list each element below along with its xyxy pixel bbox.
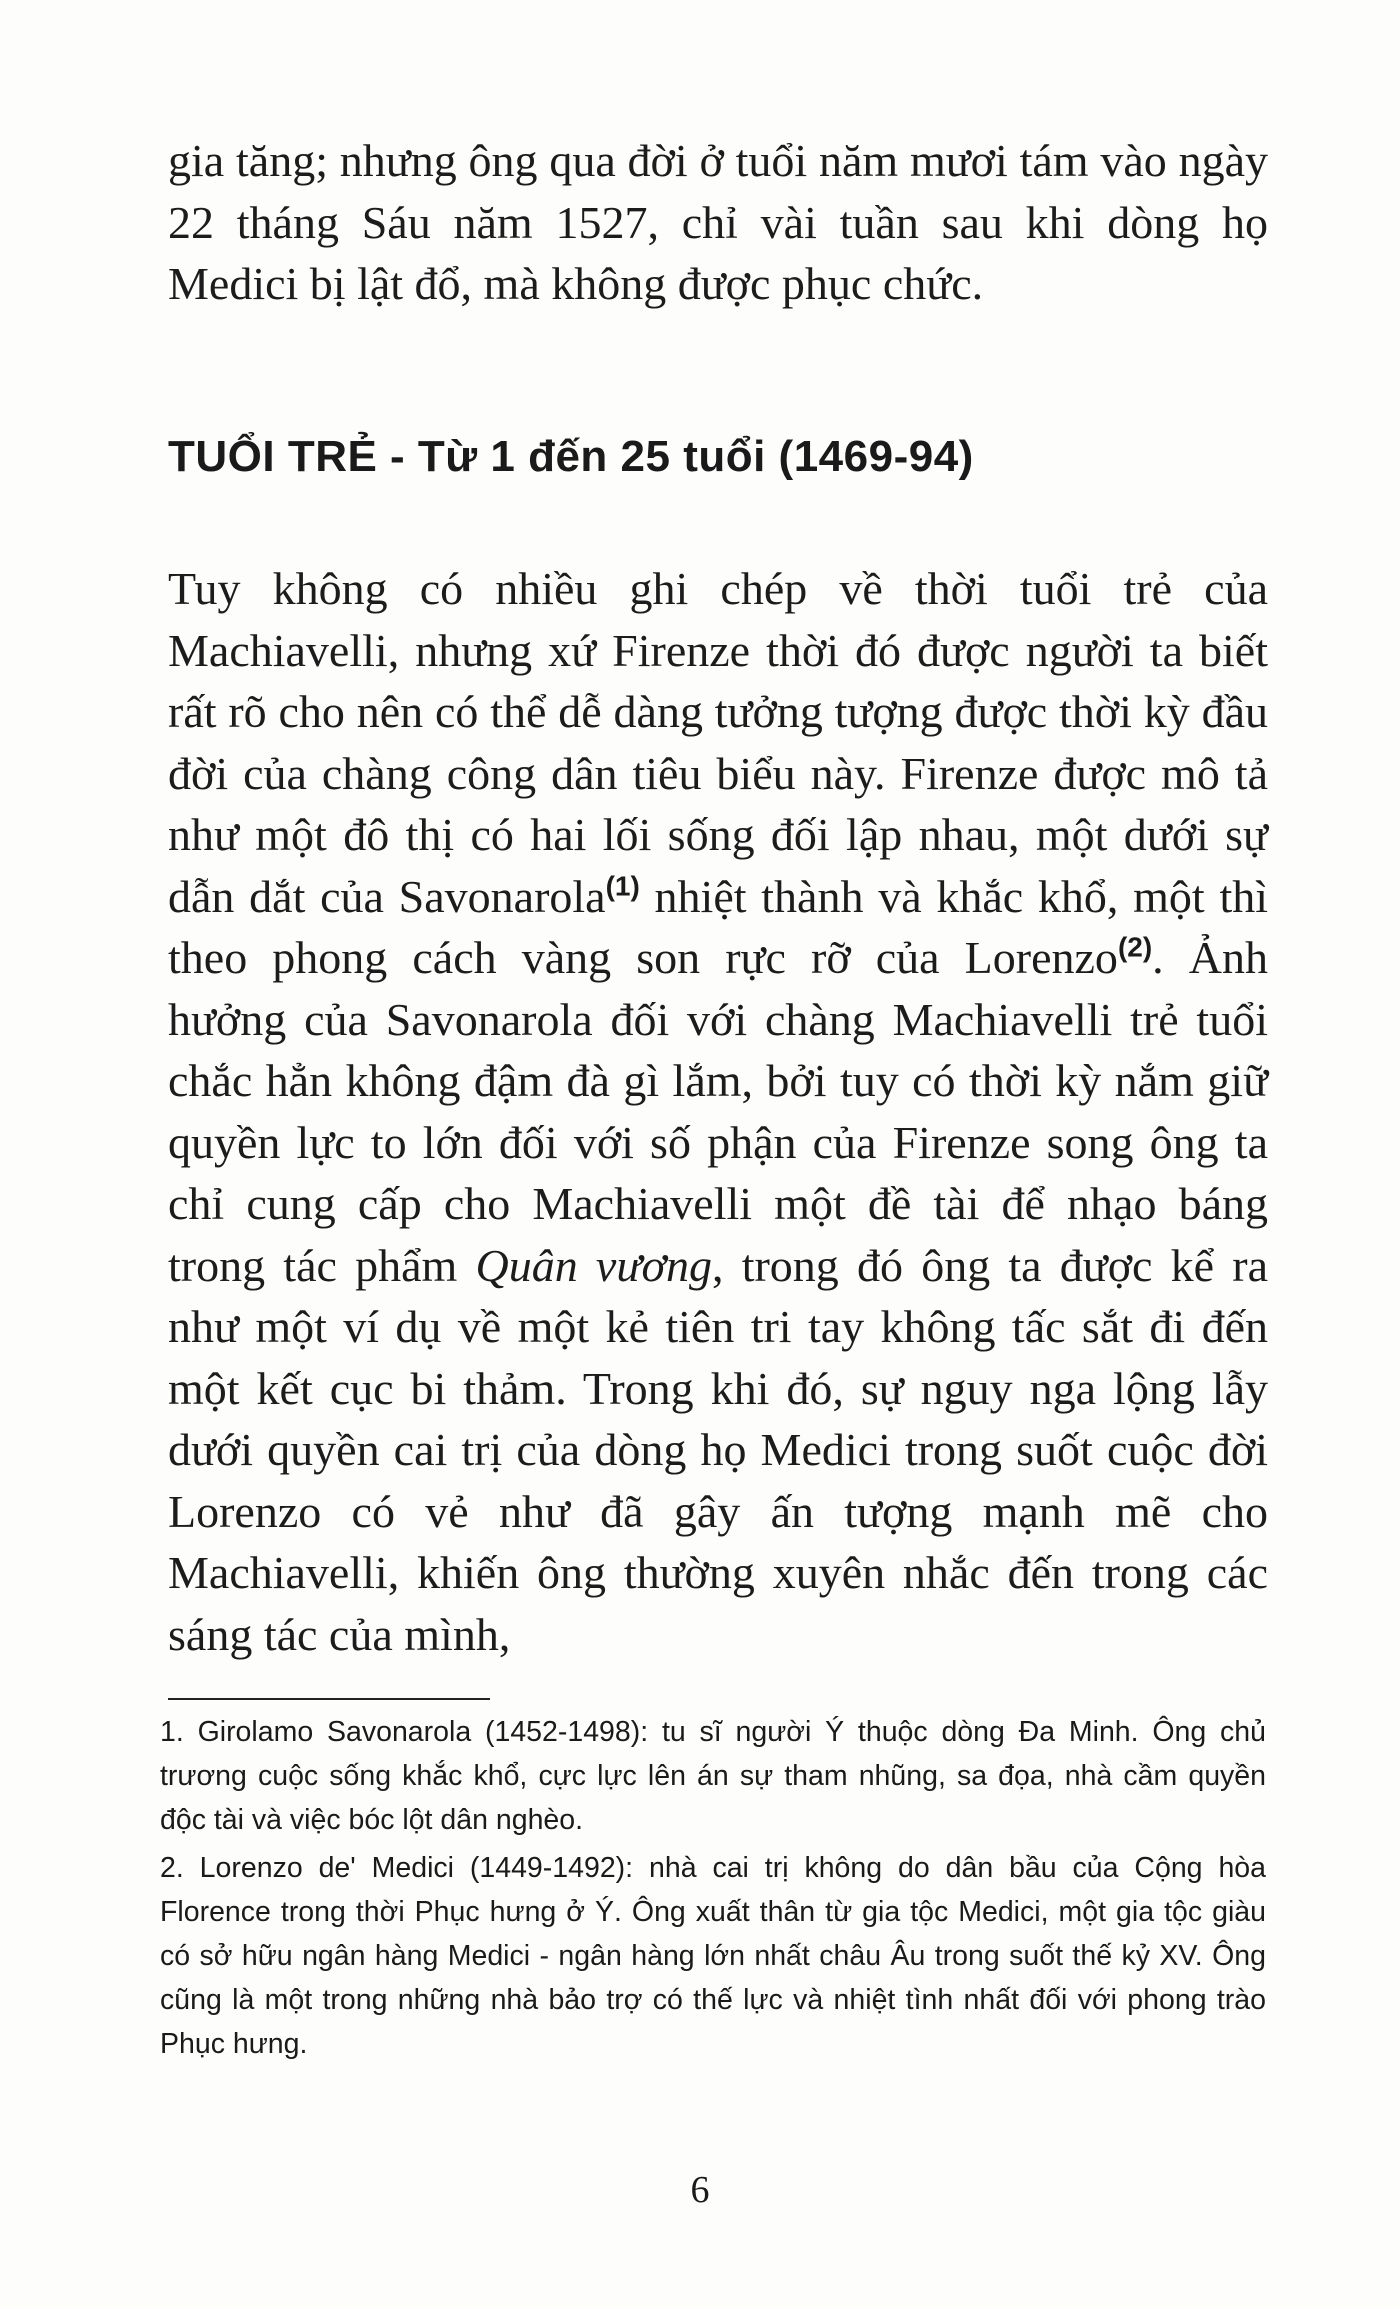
section-heading: TUỔI TRẺ - Từ 1 đến 25 tuổi (1469-94) — [168, 432, 974, 481]
footnote-divider — [168, 1698, 490, 1700]
footnotes — [160, 1710, 1266, 2070]
footnote-reference-2: (2) — [1117, 931, 1153, 963]
body-text-segment: Tuy không có nhiều ghi chép về thời tuổi trẻ của Machiavelli, nhưng xứ Firenze thời đó được người ta biết rất rõ cho nên có thể dễ dàng tưởng tượng được thời kỳ đầu đời của chàng công dân tiêu biểu này. Firenze được mô tả như một đô thị có hai lối sống đối lập nhau, một dưới sự dẫn dắt của Savonarola — [168, 563, 1268, 922]
body-text-segment: . Ảnh hưởng của Savonarola đối với chàng Machiavelli trẻ tuổi chắc hẳn không đậm đà gì lắm, bởi tuy có thời kỳ nắm giữ quyền lực to lớn đối với số phận của Firenze song ông ta chỉ cung cấp cho Machiavelli một đề tài để nhạo báng trong tác phẩm — [168, 932, 1268, 1291]
body-text-segment: nhiệt thành và khắc khổ, một thì theo phong cách vàng son rực rỡ của Lorenzo — [168, 870, 1269, 983]
page-number: 6 — [690, 2169, 710, 2211]
footnote-reference-1: (1) — [605, 870, 640, 902]
body-paragraph — [168, 558, 1268, 1665]
book-title-italic: Quân vương — [475, 1239, 712, 1291]
intro-paragraph: gia tăng; nhưng ông qua đời ở tuổi năm mươi tám vào ngày 22 tháng Sáu năm 1527, chỉ vài tuần sau khi dòng họ Medici bị lật đổ, mà không được phục chức. — [168, 135, 1268, 309]
footnote-2: 2. Lorenzo de' Medici (1449-1492): nhà cai trị không do dân bầu của Cộng hòa Florence trong thời Phục hưng ở Ý. Ông xuất thân từ gia tộc Medici, một gia tộc giàu có sở hữu ngân hàng Medici - ngân hàng lớn nhất châu Âu trong suốt thế kỷ XV. Ông cũng là một trong những nhà bảo trợ có thế lực và nhiệt tình nhất đối với phong trào Phục hưng. — [160, 1852, 1266, 2060]
footnote-1: 1. Girolamo Savonarola (1452-1498): tu sĩ người Ý thuộc dòng Đa Minh. Ông chủ trương cuộc sống khắc khổ, cực lực lên án sự tham nhũng, sa đọa, nhà cầm quyền độc tài và việc bóc lột dân nghèo. — [160, 1716, 1266, 1836]
body-text-segment: , trong đó ông ta được kể ra như một ví dụ về một kẻ tiên tri tay không tấc sắt đi đến một kết cục bi thảm. Trong khi đó, sự nguy nga lộng lẫy dưới quyền cai trị của dòng họ Medici trong suốt cuộc đời Lorenzo có vẻ như đã gây ấn tượng mạnh mẽ cho Machiavelli, khiến ông thường xuyên nhắc đến trong các sáng tác của mình, — [168, 1239, 1269, 1660]
